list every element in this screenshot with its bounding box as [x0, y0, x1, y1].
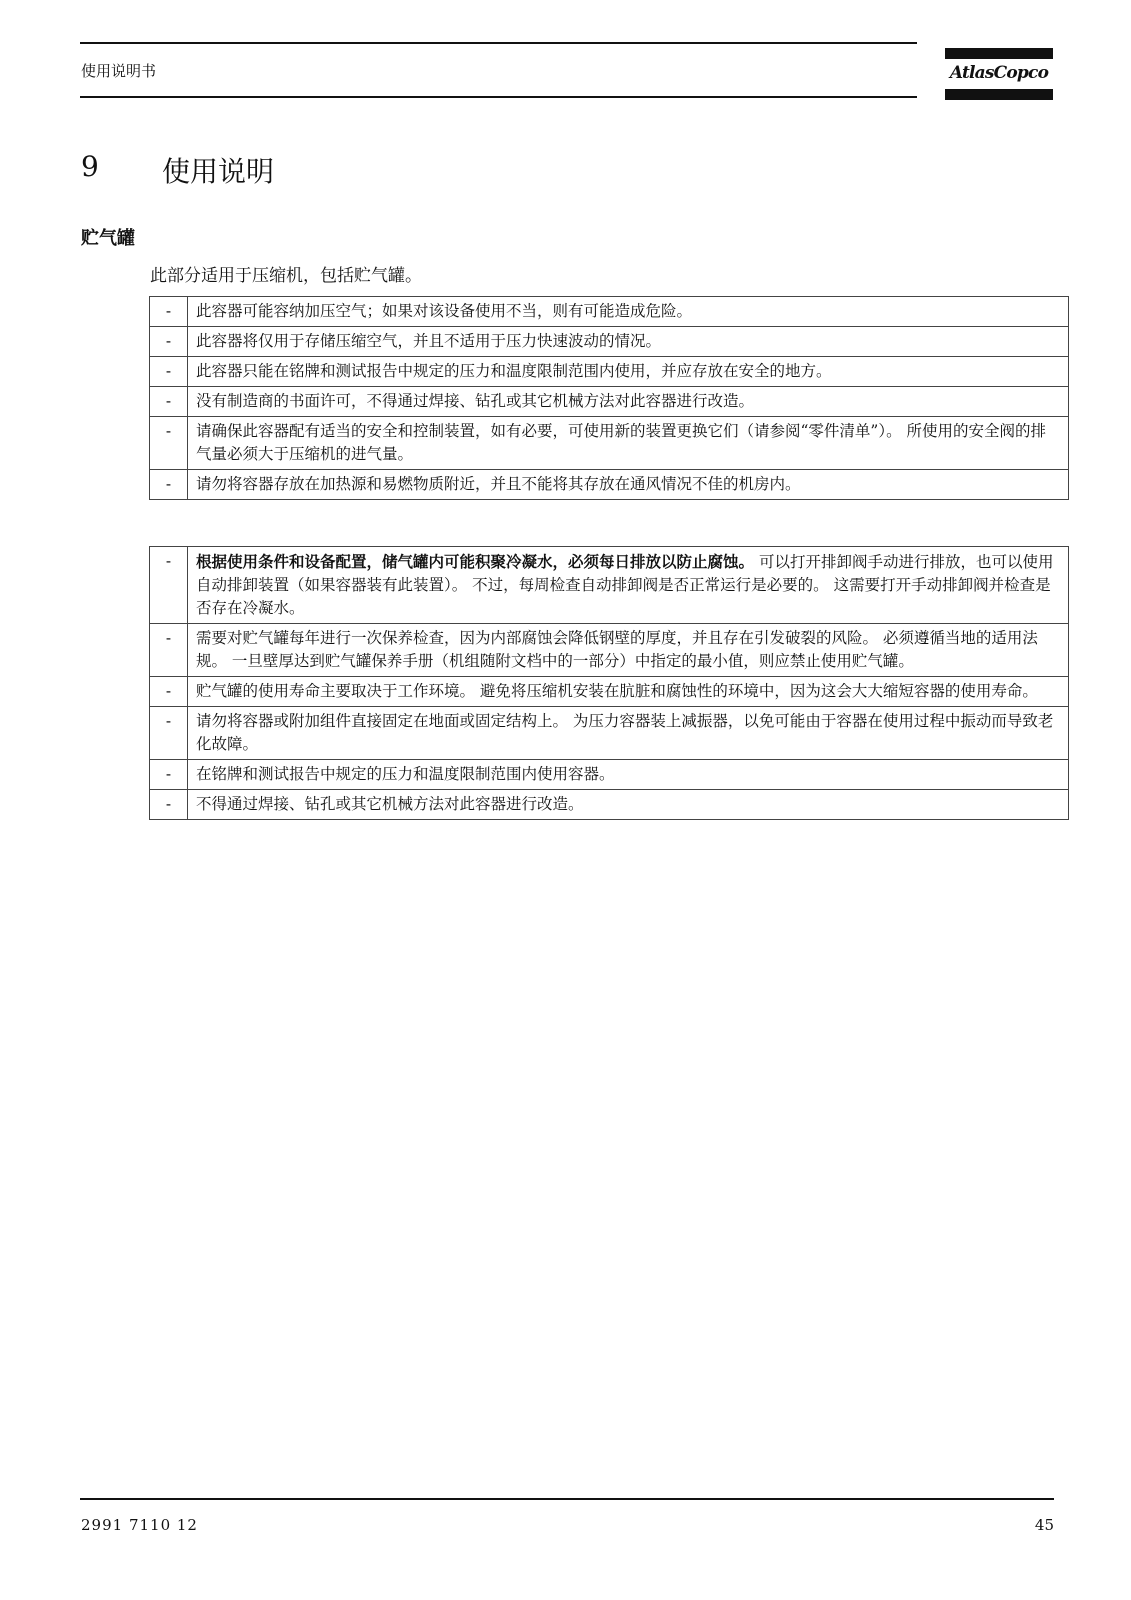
row-text: 需要对贮气罐每年进行一次保养检查，因为内部腐蚀会降低钢壁的厚度，并且存在引发破裂的风险。 必须遵循当地的适用法规。 一旦壁厚达到贮气罐保养手册（机组随附文档中的一部分）中指定的最小值，则应禁止使用贮气罐。 [188, 624, 1069, 677]
logo-bottom-bar [945, 89, 1053, 100]
logo-wordmark: AtlasCopco [949, 63, 1049, 83]
row-dash: - [150, 624, 188, 677]
section-intro: 此部分适用于压缩机，包括贮气罐。 [150, 266, 422, 286]
row-plain-text: 可以打开排卸阀手动进行排放，也可以使用自动排卸装置（如果容器装有此装置）。 不过，每周检查自动排卸阀是否正常运行是必要的。 这需要打开手动排卸阀并检查是否存在冷凝水。 [196, 553, 1054, 617]
row-dash: - [150, 387, 188, 417]
chapter-title: 使用说明 [162, 155, 275, 188]
table-row [150, 327, 1069, 357]
manual-title: 使用说明书 [81, 62, 157, 80]
row-text: 贮气罐的使用寿命主要取决于工作环境。 避免将压缩机安装在肮脏和腐蚀性的环境中，因为这会大大缩短容器的使用寿命。 [188, 677, 1069, 707]
row-text: 请勿将容器存放在加热源和易燃物质附近，并且不能将其存放在通风情况不佳的机房内。 [188, 470, 1069, 500]
row-text: 此容器可能容纳加压空气；如果对该设备使用不当，则有可能造成危险。 [188, 297, 1069, 327]
table-row [150, 470, 1069, 500]
row-text: 此容器只能在铭牌和测试报告中规定的压力和温度限制范围内使用，并应存放在安全的地方。 [188, 357, 1069, 387]
table-row [150, 547, 1069, 624]
row-text: 此容器将仅用于存储压缩空气，并且不适用于压力快速波动的情况。 [188, 327, 1069, 357]
row-dash: - [150, 327, 188, 357]
row-text: 请确保此容器配有适当的安全和控制装置，如有必要，可使用新的装置更换它们（请参阅“零件清单”）。 所使用的安全阀的排气量必须大于压缩机的进气量。 [188, 417, 1069, 470]
table-row [150, 387, 1069, 417]
header-top-rule [80, 42, 917, 44]
logo-top-bar [945, 48, 1053, 59]
row-dash: - [150, 760, 188, 790]
row-text [188, 547, 1069, 624]
table-row [150, 707, 1069, 760]
table-row [150, 297, 1069, 327]
row-text: 没有制造商的书面许可，不得通过焊接、钻孔或其它机械方法对此容器进行改造。 [188, 387, 1069, 417]
table-row [150, 760, 1069, 790]
chapter-number: 9 [81, 150, 99, 183]
row-text: 在铭牌和测试报告中规定的压力和温度限制范围内使用容器。 [188, 760, 1069, 790]
footer-rule [80, 1498, 1054, 1500]
table-row [150, 677, 1069, 707]
row-text: 请勿将容器或附加组件直接固定在地面或固定结构上。 为压力容器装上减振器，以免可能由于容器在使用过程中振动而导致老化故障。 [188, 707, 1069, 760]
table-row [150, 790, 1069, 820]
row-dash: - [150, 470, 188, 500]
row-dash: - [150, 297, 188, 327]
notes-table-general [149, 296, 1069, 500]
row-dash: - [150, 677, 188, 707]
row-dash: - [150, 547, 188, 624]
row-text: 不得通过焊接、钻孔或其它机械方法对此容器进行改造。 [188, 790, 1069, 820]
section-title: 贮气罐 [81, 228, 135, 249]
page-number: 45 [1034, 1516, 1054, 1534]
header-bottom-rule [80, 96, 917, 98]
row-dash: - [150, 790, 188, 820]
table-row [150, 624, 1069, 677]
row-dash: - [150, 417, 188, 470]
row-dash: - [150, 357, 188, 387]
row-dash: - [150, 707, 188, 760]
row-bold-text: 根据使用条件和设备配置，储气罐内可能积聚冷凝水，必须每日排放以防止腐蚀。 [196, 552, 755, 571]
table-row [150, 417, 1069, 470]
table-row [150, 357, 1069, 387]
document-number: 2991 7110 12 [81, 1516, 198, 1534]
atlas-copco-logo [945, 48, 1053, 100]
notes-table-maintenance [149, 546, 1069, 820]
